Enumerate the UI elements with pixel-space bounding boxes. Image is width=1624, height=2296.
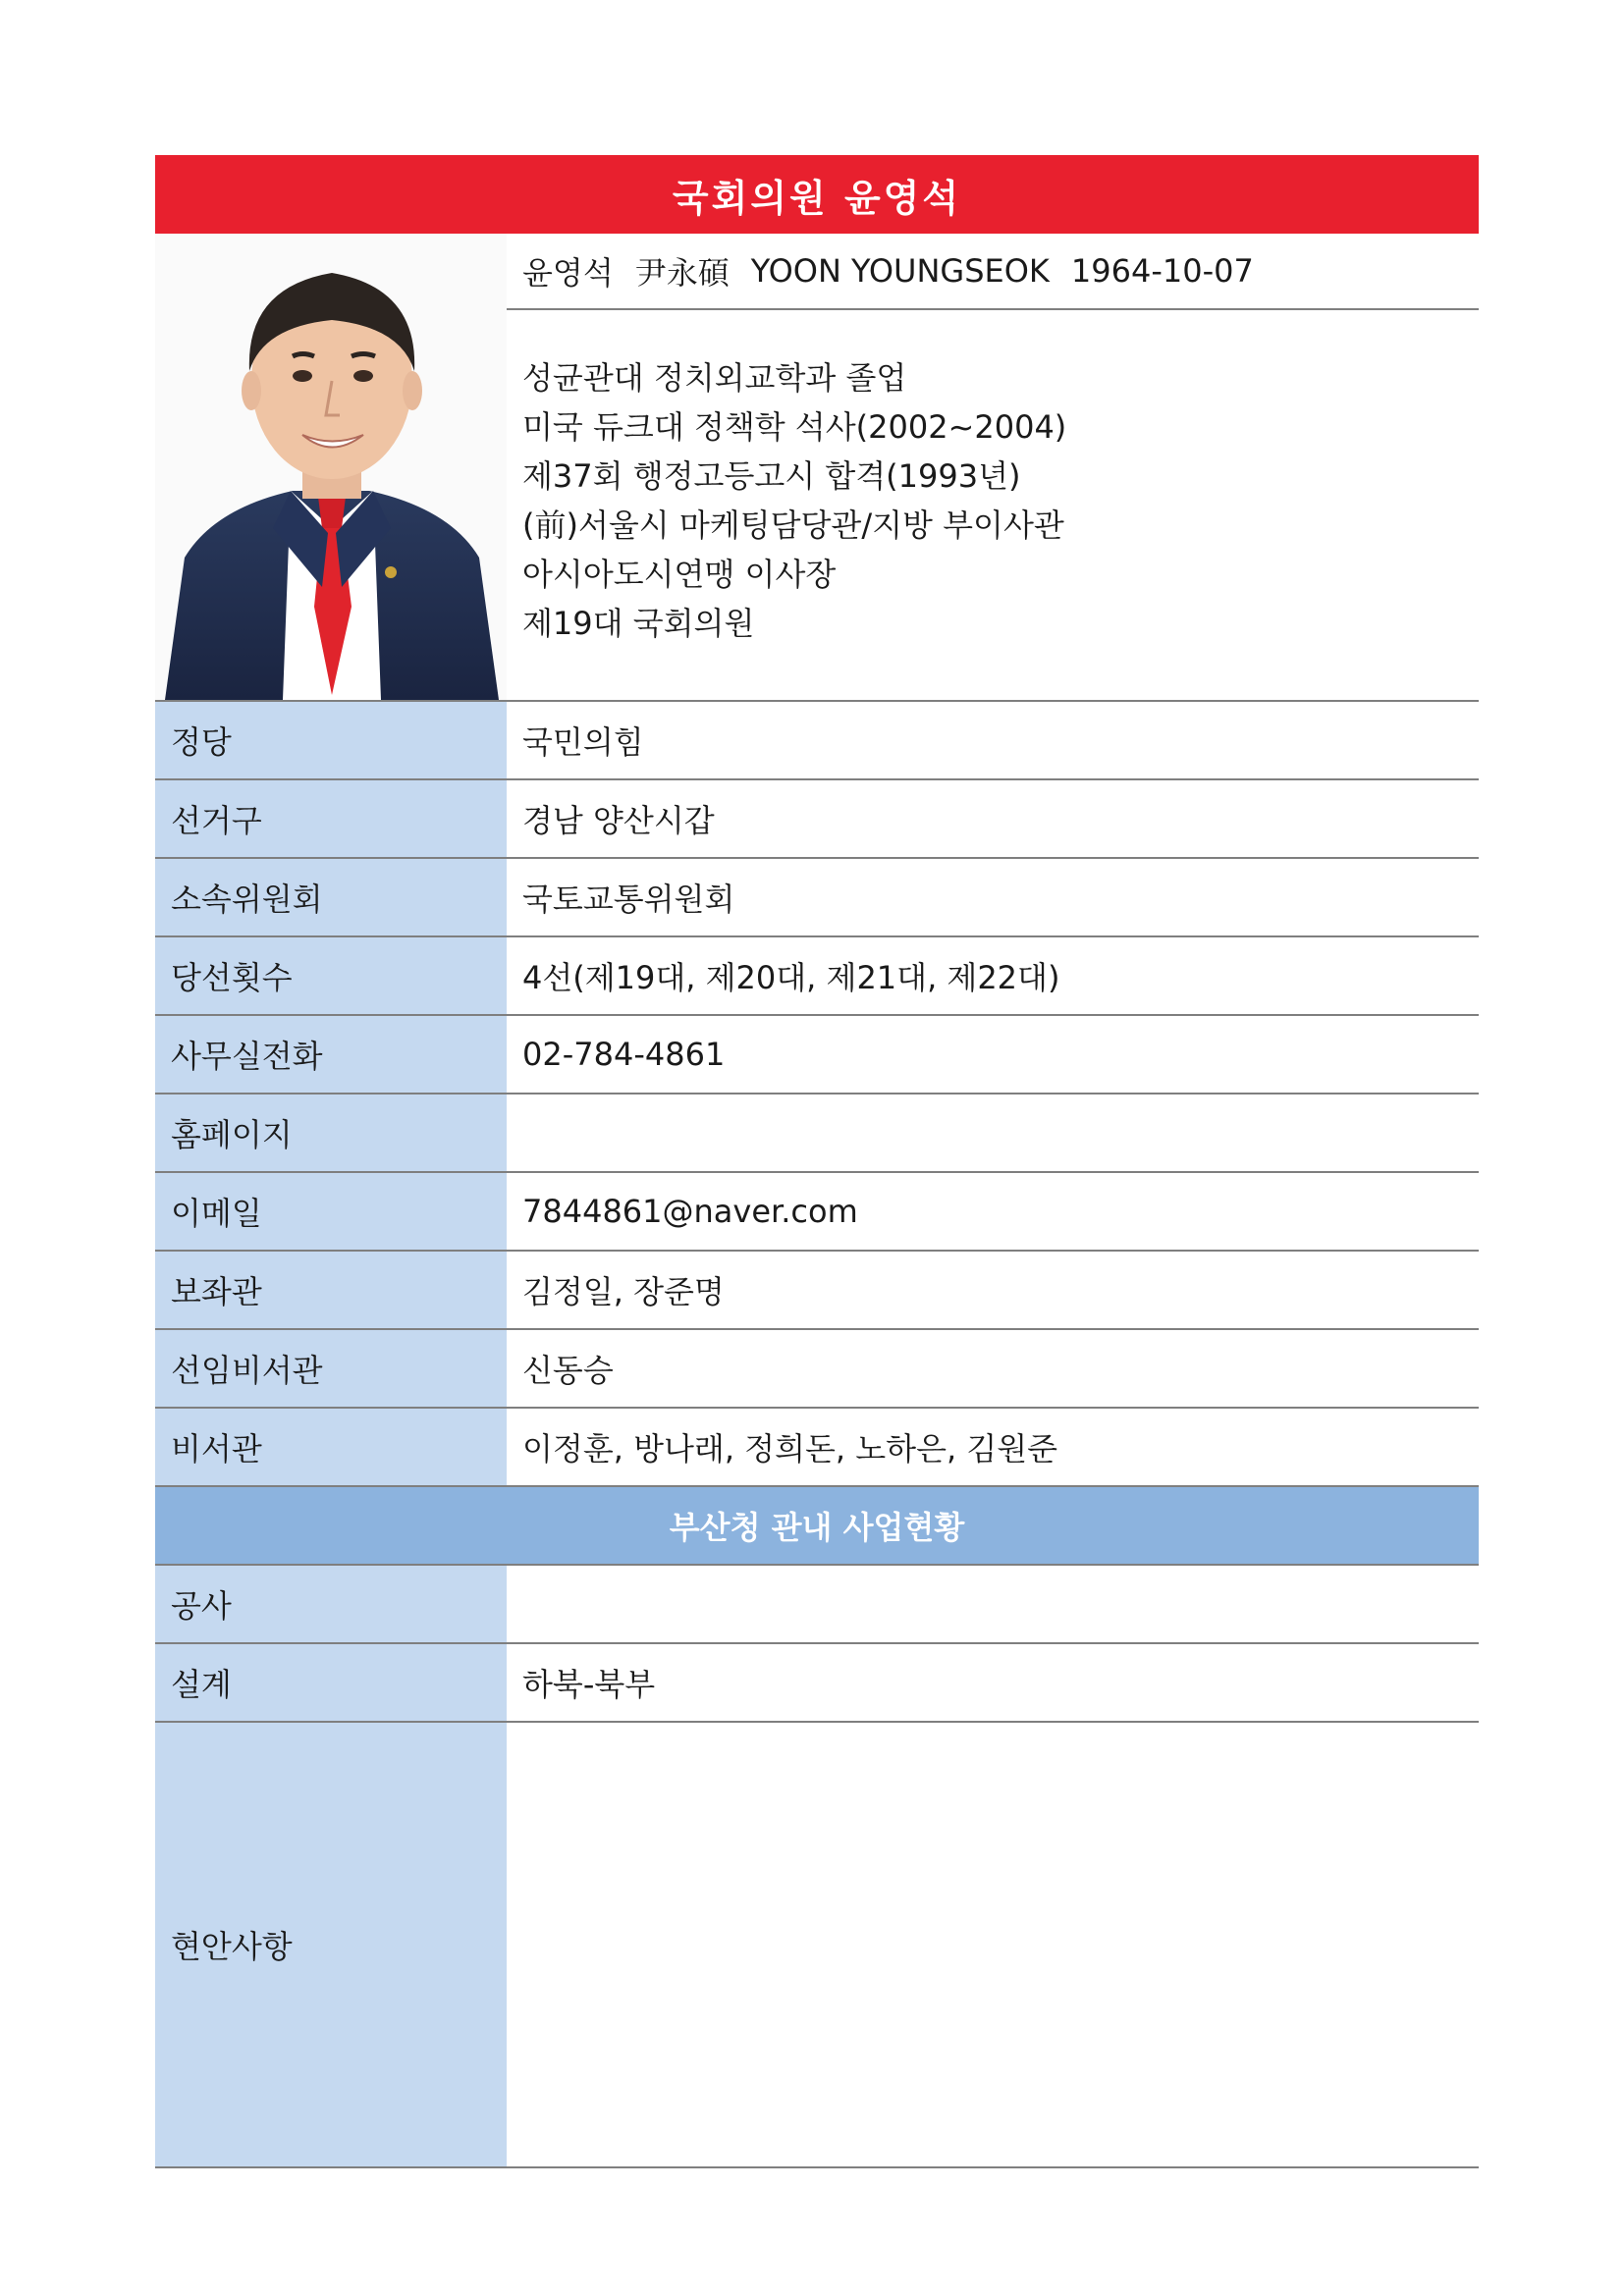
row-value: 하북-북부 bbox=[522, 1666, 656, 1703]
row-label: 현안사항 bbox=[155, 1723, 507, 2166]
row-value: 국토교통위원회 bbox=[522, 881, 735, 918]
info-row-party bbox=[155, 702, 1479, 780]
info-row-homepage bbox=[155, 1095, 1479, 1173]
row-value: 경남 양산시갑 bbox=[522, 802, 715, 839]
row-value: 7844861@naver.com bbox=[522, 1193, 858, 1230]
row-label: 선거구 bbox=[155, 780, 507, 857]
career-item: 제37회 행정고등고시 합격(1993년) bbox=[522, 457, 1021, 495]
row-label: 설계 bbox=[155, 1644, 507, 1721]
portrait-illustration bbox=[155, 234, 507, 700]
project-row-design bbox=[155, 1644, 1479, 1723]
info-row-senior-secretary bbox=[155, 1330, 1479, 1409]
row-label: 정당 bbox=[155, 702, 507, 778]
row-value: 김정일, 장준명 bbox=[522, 1273, 725, 1310]
row-label: 소속위원회 bbox=[155, 859, 507, 935]
page-title: 국회의원 윤영석 bbox=[155, 155, 1479, 234]
row-label: 사무실전화 bbox=[155, 1016, 507, 1093]
row-label: 당선횟수 bbox=[155, 937, 507, 1014]
info-row-district bbox=[155, 780, 1479, 859]
portrait-photo bbox=[155, 234, 507, 700]
row-value: 국민의힘 bbox=[522, 723, 644, 761]
row-value bbox=[507, 1566, 1479, 1642]
birth-date: 1964-10-07 bbox=[1070, 252, 1254, 290]
row-label: 비서관 bbox=[155, 1409, 507, 1485]
project-row-issues bbox=[155, 1723, 1479, 2168]
name-korean: 윤영석 bbox=[522, 254, 614, 292]
profile-sheet bbox=[155, 155, 1479, 2168]
career-item: 성균관대 정치외교학과 졸업 bbox=[522, 359, 907, 397]
row-value: 02-784-4861 bbox=[522, 1036, 726, 1073]
section-title: 부산청 관내 사업현황 bbox=[155, 1487, 1479, 1566]
row-value bbox=[507, 1723, 1479, 2166]
name-hanja: 尹永碩 bbox=[634, 254, 730, 292]
info-row-committee bbox=[155, 859, 1479, 937]
row-label: 이메일 bbox=[155, 1173, 507, 1250]
info-row-phone bbox=[155, 1016, 1479, 1095]
profile-section bbox=[155, 234, 1479, 702]
row-label: 보좌관 bbox=[155, 1252, 507, 1328]
info-row-aide bbox=[155, 1252, 1479, 1330]
info-row-email bbox=[155, 1173, 1479, 1252]
project-row-construction bbox=[155, 1566, 1479, 1644]
row-label: 홈페이지 bbox=[155, 1095, 507, 1171]
career-item: 아시아도시연맹 이사장 bbox=[522, 556, 837, 593]
career-item: (前)서울시 마케팅담당관/지방 부이사관 bbox=[522, 507, 1064, 544]
row-label: 선임비서관 bbox=[155, 1330, 507, 1407]
row-value: 신동승 bbox=[522, 1352, 614, 1389]
career-item: 제19대 국회의원 bbox=[522, 605, 755, 642]
row-value: 이정훈, 방나래, 정희돈, 노하은, 김원준 bbox=[522, 1430, 1058, 1468]
info-row-terms bbox=[155, 937, 1479, 1016]
info-row-secretary bbox=[155, 1409, 1479, 1487]
row-value bbox=[507, 1095, 1479, 1171]
career-item: 미국 듀크대 정책학 석사(2002~2004) bbox=[522, 408, 1067, 446]
career-list bbox=[522, 353, 1066, 648]
row-value: 4선(제19대, 제20대, 제21대, 제22대) bbox=[522, 959, 1060, 996]
row-label: 공사 bbox=[155, 1566, 507, 1642]
name-line bbox=[507, 234, 1479, 310]
name-english: YOON YOUNGSEOK bbox=[750, 252, 1050, 290]
